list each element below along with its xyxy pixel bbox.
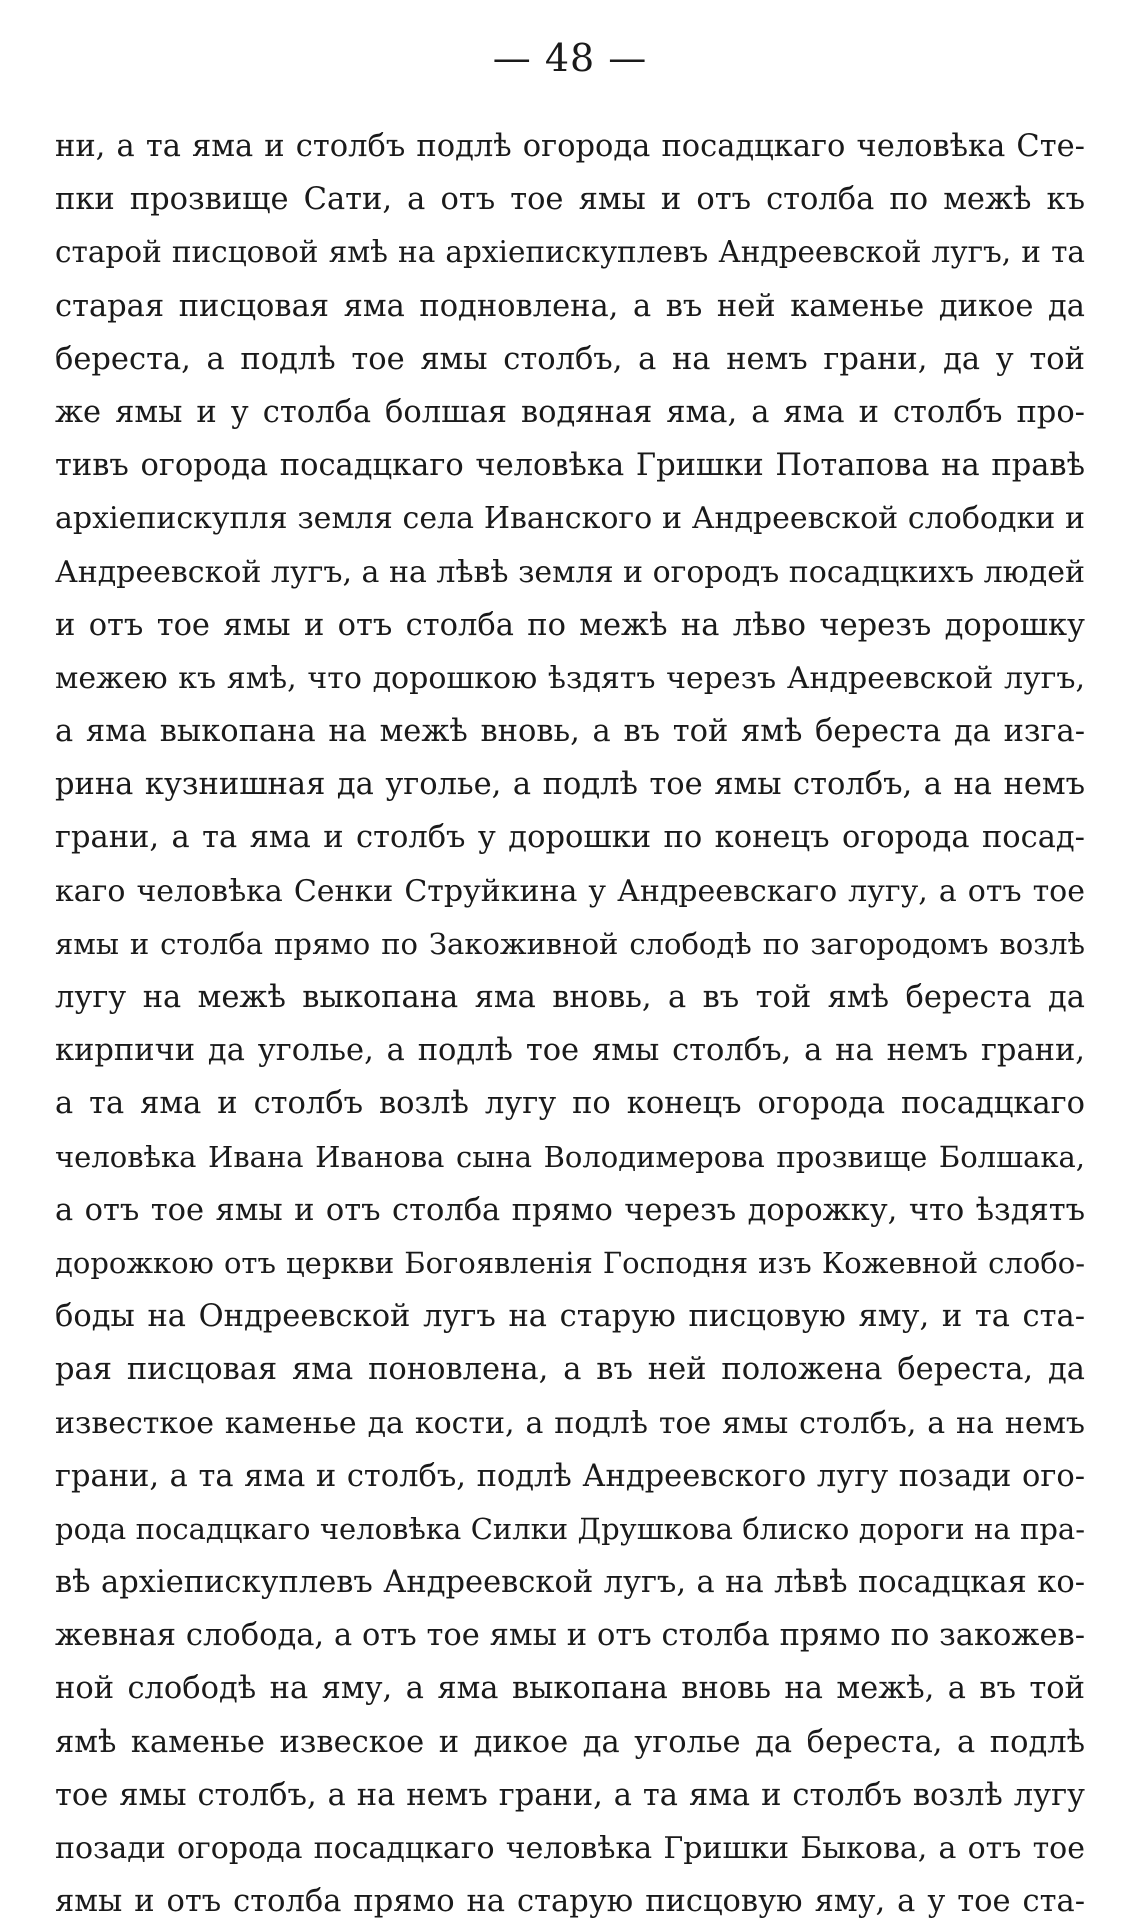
text-line: жевная слобода, а отъ тое ямы и отъ столба прямо по закожев- xyxy=(55,1618,1085,1654)
text-line: грани, а та яма и столбъ у дорошки по конецъ огорода посад- xyxy=(55,820,1085,856)
text-line: рая писцовая яма поновлена, а въ ней положена береста, да xyxy=(55,1352,1085,1388)
text-line: кирпичи да уголье, а подлѣ тое ямы столбъ, а на немъ грани, xyxy=(55,1033,1085,1069)
page-number: — 48 — xyxy=(492,36,648,80)
text-line: вѣ архіепискуплевъ Андреевской лугъ, а на лѣвѣ посадцкая ко- xyxy=(55,1565,1085,1601)
text-line: ямѣ каменье извеское и дикое да уголье да береста, а подлѣ xyxy=(55,1724,1085,1760)
text-line: человѣка Ивана Иванова сына Володимерова прозвище Болшака, xyxy=(55,1139,1085,1174)
text-line: боды на Ондреевской лугъ на старую писцовую яму, и та ста- xyxy=(55,1299,1085,1335)
text-line: а отъ тое ямы и отъ столба прямо черезъ дорожку, что ѣздятъ xyxy=(55,1192,1085,1228)
text-line: ни, а та яма и столбъ подлѣ огорода посадцкаго человѣка Сте- xyxy=(55,129,1085,164)
text-line: же ямы и у столба болшая водяная яма, а яма и столбъ про- xyxy=(55,394,1085,430)
text-line: береста, а подлѣ тое ямы столбъ, а на немъ грани, да у той xyxy=(55,341,1085,377)
text-line: ямы и столба прямо по Закоживной слободѣ по загородомъ возлѣ xyxy=(55,926,1085,961)
text-line: рина кузнишная да уголье, а подлѣ тое ямы столбъ, а на немъ xyxy=(55,767,1085,803)
text-line: архіепискупля земля села Иванского и Андреевской слободки и xyxy=(55,501,1085,537)
body-text xyxy=(55,120,1085,1928)
text-line: дорожкою отъ церкви Богоявленія Господня изъ Кожевной слобо- xyxy=(55,1245,1085,1280)
text-line: а та яма и столбъ возлѣ лугу по конецъ огорода посадцкаго xyxy=(55,1086,1085,1122)
text-line: старой писцовой ямѣ на архіепискуплевъ Андреевской лугъ, и та xyxy=(55,235,1085,270)
text-line: известкое каменье да кости, а подлѣ тое ямы столбъ, а на немъ xyxy=(55,1405,1085,1441)
text-line: старая писцовая яма подновлена, а въ ней каменье дикое да xyxy=(55,288,1085,324)
text-line: ной слободѣ на яму, а яма выкопана вновь на межѣ, а въ той xyxy=(55,1671,1085,1707)
text-line: грани, а та яма и столбъ, подлѣ Андреевского лугу позади ого- xyxy=(55,1458,1085,1494)
text-line: а яма выкопана на межѣ вновь, а въ той ямѣ береста да изга- xyxy=(55,714,1085,750)
text-line: тивъ огорода посадцкаго человѣка Гришки Потапова на правѣ xyxy=(55,448,1085,484)
text-line: пки прозвище Сати, а отъ тое ямы и отъ столба по межѣ къ xyxy=(55,182,1085,218)
text-line: Андреевской лугъ, а на лѣвѣ земля и огородъ посадцкихъ людей xyxy=(55,554,1085,590)
text-line: ямы и отъ столба прямо на старую писцовую яму, а у тое ста- xyxy=(55,1884,1085,1920)
text-line: рода посадцкаго человѣка Силки Друшкова блиско дороги на пра- xyxy=(55,1511,1085,1546)
text-line: каго человѣка Сенки Струйкина у Андреевскаго лугу, а отъ тое xyxy=(55,873,1085,909)
text-line: лугу на межѣ выкопана яма вновь, а въ той ямѣ береста да xyxy=(55,980,1085,1015)
text-line: позади огорода посадцкаго человѣка Гришки Быкова, а отъ тое xyxy=(55,1831,1085,1866)
text-line: и отъ тое ямы и отъ столба по межѣ на лѣво черезъ дорошку xyxy=(55,607,1085,643)
text-line: межею къ ямѣ, что дорошкою ѣздятъ черезъ Андреевской лугъ, xyxy=(55,660,1085,696)
text-line: тое ямы столбъ, а на немъ грани, а та яма и столбъ возлѣ лугу xyxy=(55,1777,1085,1813)
